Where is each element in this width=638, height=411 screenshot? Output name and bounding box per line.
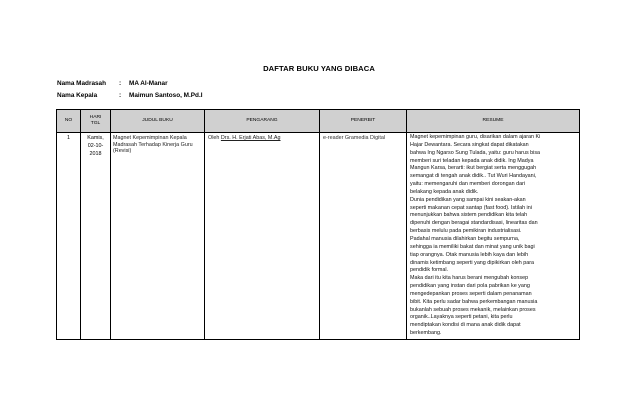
header-no: NO: [57, 110, 81, 133]
resume-line: organik..Layaknya seperti petani, kita perlu: [410, 314, 513, 321]
resume-line: tiap orangnya. Otak manusia lebih kaya dan lebih: [410, 251, 529, 258]
cell-judul-buku: Magnet Kepemimpinan Kepala Madrasah Terhadap Kinerja Guru (Revisi): [111, 133, 205, 340]
cell-no: 1: [57, 133, 81, 340]
resume-line: Dunia pendidikan yang sampai kini seakan-akan: [410, 196, 526, 203]
resume-line: bibit. Kita perlu sadar bahwa perkembangan manusia: [410, 298, 538, 305]
pengarang-prefix: Oleh: [208, 135, 221, 141]
kepala-value: Maimun Santoso, M.Pd.I: [129, 92, 203, 99]
cell-tgl-line1: 02-10-: [87, 142, 104, 149]
document-title: DAFTAR BUKU YANG DIBACA: [263, 64, 375, 73]
resume-line: Padahal manusia dilahirkan begitu sempurna,: [410, 235, 520, 242]
resume-line: dipenuhi dengan beragai standardisasi, linearitas dan: [410, 220, 538, 227]
resume-line: berbasis melulu pada pemikiran industrialisasi.: [410, 228, 522, 235]
resume-line: sehingga ia memiliki bakat dan minat yang unik bagi: [410, 243, 535, 250]
header-resume: RESUME: [407, 110, 580, 133]
madrasah-info: [57, 80, 168, 87]
header-hari: HARI: [89, 115, 102, 120]
cell-penerbit: e-reader Gramedia Digital: [320, 133, 407, 340]
madrasah-value: MA Al-Manar: [129, 80, 168, 87]
header-hari-tgl: [81, 110, 111, 133]
cell-tgl-line2: 2018: [89, 150, 102, 157]
cell-hari: Kamis,: [87, 135, 104, 141]
resume-line: Maka dari itu kita harus berani mengubah konsep: [410, 275, 529, 282]
resume-line: pendidikan yang instan dari pola pabrikan ke yang: [410, 283, 530, 290]
table-row: [57, 133, 580, 340]
resume-line: mendiptakan kondisi di mana anak didik dapat: [410, 322, 521, 329]
header-tgl: TGL: [90, 121, 101, 126]
resume-line: Hajar Dewantara. Secara singkat dapat dikatakan: [410, 141, 529, 148]
resume-line: Magnet kepemimpinan guru, disarikan dalam ajaran Ki: [410, 134, 541, 140]
kepala-label: Nama Kepala: [57, 92, 98, 99]
resume-line: seperti makanan cepat santap (fast food). Istilah ini: [410, 204, 532, 211]
resume-line: Mangun Karsa, berarti: ikut bergiat serta menggugah: [410, 165, 537, 172]
book-list-table: [56, 109, 580, 340]
resume-line: bahwa Ing Ngarso Sung Tulada, yaitu: guru harus bisa: [410, 149, 541, 156]
madrasah-label: Nama Madrasah: [57, 80, 107, 87]
table-header-row: [57, 110, 580, 133]
resume-line: yaitu: memengaruhi dan memberi dorongan dari: [410, 181, 526, 188]
kepala-separator: :: [119, 92, 122, 99]
resume-line: menunjukkan bahwa sistem pendidikan kita telah: [410, 212, 528, 219]
cell-pengarang: [205, 133, 320, 340]
resume-line: dinamis ketimbang seperti yang dipikirkan oleh para: [410, 259, 535, 266]
resume-line: bukanlah sebuah proses mekanik, melainkan proses: [410, 306, 536, 313]
pengarang-name: Drs. H. Erjati Abas, M.Ag: [220, 135, 281, 141]
cell-resume: [407, 133, 580, 340]
header-pengarang: PENGARANG: [205, 110, 320, 133]
header-judul-buku: JUDUL BUKU: [111, 110, 205, 133]
resume-line: pendidik formal.: [410, 267, 449, 274]
madrasah-separator: :: [119, 80, 122, 87]
cell-hari-tgl: [81, 133, 111, 340]
kepala-info: [57, 92, 203, 99]
resume-line: memberi suri teladan kepada anak didik. Ing Madya: [410, 157, 534, 164]
resume-line: semangat di tengah anak didik.. Tut Wuri Handayani,: [410, 173, 537, 180]
resume-line: berkembang.: [410, 330, 442, 337]
resume-line: mengedepankan proses seperti dalam penanaman: [410, 290, 532, 297]
resume-line: belakang kepada anak didik.: [410, 188, 479, 195]
header-penerbit: PENERBIT: [320, 110, 407, 133]
